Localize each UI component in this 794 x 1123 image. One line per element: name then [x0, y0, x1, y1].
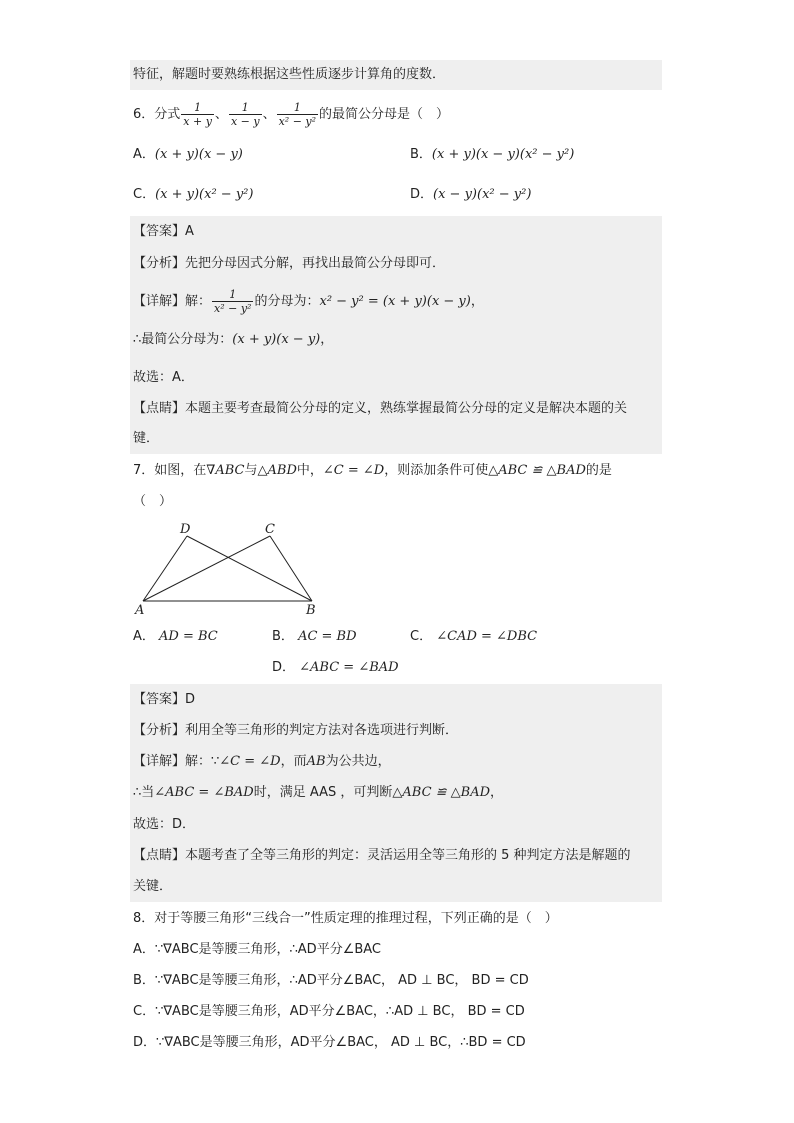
q7-stem-1e: 的是 — [585, 463, 612, 478]
q6-lcd-expr: (x + y)(x − y) — [232, 332, 321, 347]
q8-option-b: B．∵∇ABC是等腰三角形，∴AD平分∠BAC， AD ⊥ BC， BD = CD — [133, 973, 529, 988]
q7-option-b-expr: AC = BD — [298, 629, 357, 644]
q7-analysis: 【分析】利用全等三角形的判定方法对各选项进行判断． — [133, 723, 459, 738]
q7-condition: ∠C = ∠D — [322, 463, 385, 478]
q7-detail — [133, 752, 391, 772]
q6-option-c — [133, 185, 253, 205]
q7-when-end: ， — [490, 785, 504, 800]
q7-detail-mid: ，而 — [280, 754, 307, 769]
q7-comment-2: 关键． — [133, 879, 173, 894]
q7-option-c-label: C． — [410, 629, 433, 644]
q7-figure — [130, 518, 330, 618]
q6-option-b-expr: (x + y)(x − y)(x² − y²) — [431, 147, 575, 162]
q6-detail-expr: x² − y² = (x + y)(x − y) — [319, 294, 471, 309]
q6-frac1-den: x + y — [183, 115, 212, 128]
q6-detail-end: ， — [470, 294, 484, 309]
q7-stem-1d: ，则添加条件可使 — [384, 463, 489, 478]
q7-option-a-label: A． — [133, 629, 155, 644]
segment-ad — [143, 536, 187, 601]
q7-when — [133, 783, 503, 803]
q6-fraction-2 — [229, 101, 262, 128]
q6-prefix: 6．分式 — [133, 107, 181, 122]
q6-lcd — [133, 330, 333, 350]
q7-tri-abd: △ABD — [257, 463, 297, 478]
q6-lcd-prefix: ∴最简公分母为： — [133, 332, 233, 347]
q7-option-d-label: D． — [272, 660, 296, 675]
q7-when-cond: ∠ABC = ∠BAD — [154, 785, 254, 800]
q6-option-a-expr: (x + y)(x − y) — [154, 147, 243, 162]
q7-option-c — [410, 627, 537, 647]
q6-suffix: 的最简公分母是（ ） — [319, 107, 450, 122]
q6-detail-frac-num: 1 — [229, 288, 237, 301]
q6-comment-2: 键． — [133, 431, 160, 446]
q6-sep-2: 、 — [262, 107, 276, 122]
q7-option-d — [272, 658, 399, 678]
q6-option-b-label: B． — [410, 147, 432, 162]
q6-option-a-label: A． — [133, 147, 155, 162]
q7-when-mid: 时，满足 AAS ，可判断 — [253, 785, 393, 800]
q6-frac2-den: x − y — [230, 115, 260, 128]
q7-choose: 故选：D． — [133, 817, 196, 832]
q6-option-c-label: C． — [133, 187, 156, 202]
segment-cb — [270, 536, 312, 601]
q6-choose: 故选：A． — [133, 370, 194, 385]
q8-option-a: A．∵∇ABC是等腰三角形，∴AD平分∠BAC — [133, 942, 382, 957]
q6-option-d-expr: (x − y)(x² − y²) — [433, 187, 532, 202]
q7-stem-2: （ ） — [133, 494, 173, 509]
q6-option-d-label: D． — [410, 187, 434, 202]
q6-answer: 【答案】A — [133, 224, 194, 239]
q7-detail-end: 为公共边， — [325, 754, 391, 769]
q6-comment-1: 【点睛】本题主要考查最简公分母的定义，熟练掌握最简公分母的定义是解决本题的关 — [133, 401, 628, 416]
q7-detail-label: 【详解】解：∵ — [133, 754, 220, 769]
q7-option-d-expr: ∠ABC = ∠BAD — [299, 660, 399, 675]
q6-option-b — [410, 145, 574, 165]
q7-stem-1c: 中， — [296, 463, 323, 478]
q7-option-b-label: B． — [272, 629, 294, 644]
q6-option-d — [410, 185, 531, 205]
q6-analysis: 【分析】先把分母因式分解，再找出最简公分母即可． — [133, 256, 446, 271]
q7-when-cong: △ABC ≌ △BAD — [392, 785, 491, 800]
carry-over-line: 特征，解题时要熟练根据这些性质逐步计算角的度数． — [133, 67, 446, 82]
q7-detail-ab: AB — [306, 754, 326, 769]
q6-option-a — [133, 145, 243, 165]
q6-frac3-num: 1 — [293, 101, 301, 114]
label-a: A — [135, 603, 145, 618]
q6-detail-mid: 的分母为： — [254, 294, 320, 309]
q6-option-c-expr: (x + y)(x² − y²) — [155, 187, 254, 202]
q8-stem: 8．对于等腰三角形“三线合一”性质定理的推理过程，下列正确的是（ ） — [133, 911, 558, 926]
q7-comment-1: 【点睛】本题考查了全等三角形的判定：灵活运用全等三角形的 5 种判定方法是解题的 — [133, 848, 631, 863]
q6-sep-1: 、 — [214, 107, 228, 122]
q6-detail — [133, 288, 484, 315]
q6-fraction-1 — [181, 101, 214, 128]
q7-detail-cond: ∠C = ∠D — [219, 754, 281, 769]
label-b: B — [306, 603, 316, 618]
label-c: C — [265, 522, 275, 537]
q7-stem-1 — [133, 461, 612, 481]
q7-when-prefix: ∴当 — [133, 785, 155, 800]
q7-option-c-expr: ∠CAD = ∠DBC — [436, 629, 538, 644]
q6-detail-label: 【详解】解： — [133, 294, 212, 309]
q7-tri-abc: ∇ABC — [206, 463, 245, 478]
q8-option-d: D．∵∇ABC是等腰三角形，AD平分∠BAC， AD ⊥ BC，∴BD = CD — [133, 1035, 526, 1050]
q8-option-c: C．∵∇ABC是等腰三角形，AD平分∠BAC，∴AD ⊥ BC， BD = CD — [133, 1004, 525, 1019]
q6-stem — [133, 101, 449, 128]
q7-option-a — [133, 627, 218, 647]
q6-frac1-num: 1 — [194, 101, 202, 114]
label-d: D — [180, 522, 191, 537]
q6-detail-fraction — [212, 288, 253, 315]
q7-stem-1a: 7．如图，在 — [133, 463, 207, 478]
q7-answer: 【答案】D — [133, 692, 196, 707]
q6-fraction-3 — [277, 101, 318, 128]
q6-frac3-den: x² − y² — [278, 115, 317, 128]
q7-option-b — [272, 627, 357, 647]
q7-option-a-expr: AD = BC — [159, 629, 218, 644]
q6-lcd-end: ， — [320, 332, 334, 347]
q6-frac2-num: 1 — [241, 101, 249, 114]
q7-stem-1b: 与 — [244, 463, 258, 478]
q6-detail-frac-den: x² − y² — [214, 302, 252, 315]
q7-congruence: △ABC ≌ △BAD — [488, 463, 586, 478]
